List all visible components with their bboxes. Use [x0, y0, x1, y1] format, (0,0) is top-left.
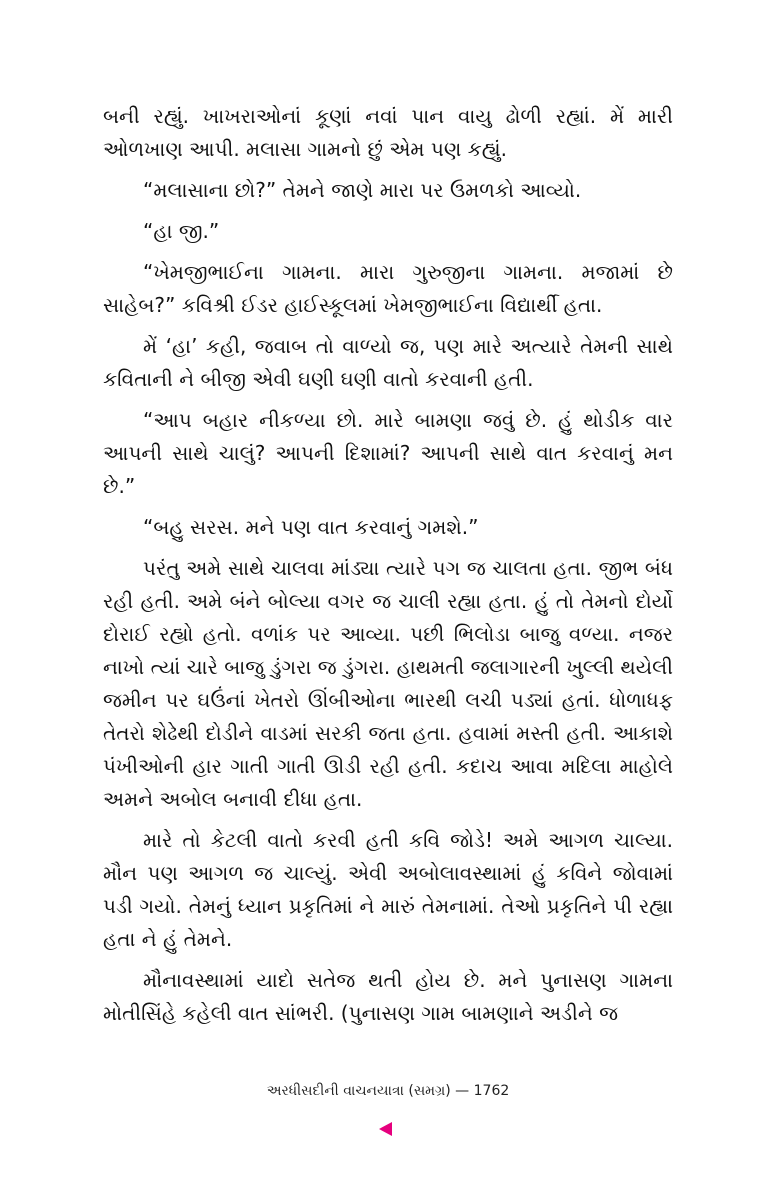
- paragraph-6: “આપ બહાર નીકળ્યા છો. મારે બામણા જવું છે. હું થોડીક વાર આપની સાથે ચાલું? આપની દિશામાં? આપની સાથે વાત કરવાનું મન છે.”: [103, 408, 673, 498]
- paragraph-8: પરંતુ અમે સાથે ચાલવા માંડ્યા ત્યારે પગ જ ચાલતા હતા. જીભ બંધ રહી હતી. અમે બંને બોલ્યા વગર જ ચાલી રહ્યા હતા. હું તો તેમનો દોર્યો દોરાઈ રહ્યો હતો. વળાંક પર આવ્યા. પછી ભિલોડા બાજુ વળ્યા. નજર નાખો ત્યાં ચારે બાજુ ડુંગરા જ ડુંગરા. હાથમતી જલાગારની ખુલ્લી થયેલી જમીન પર ઘઉંનાં ખેતરો ઊંબીઓના ભારથી લચી પડ્યાં હતાં. ધોળાધફ તેતરો શેઢેથી દોડીને વાડમાં સરકી જતા હતા. હવામાં મસ્તી હતી. આકાશે પંખીઓની હાર ગાતી ગાતી ઊડી રહી હતી. કદાચ આવા મદિલા માહોલે અમને અબોલ બનાવી દીધા હતા.: [103, 556, 673, 811]
- paragraph-1: બની રહ્યું. ખાખરાઓનાં કૂણાં નવાં પાન વાયુ ઢોળી રહ્યાં. મેં મારી ઓળખાણ આપી. મલાસા ગામનો છું એમ પણ કહ્યું.: [103, 104, 673, 161]
- paragraph-7: “બહુ સરસ. મને પણ વાત કરવાનું ગમશે.”: [143, 515, 479, 539]
- paragraph-10: મૌનાવસ્થામાં યાદો સતેજ થતી હોય છે. મને પુનાસણ ગામના મોતીસિંહે કહેલી વાત સાંભરી. (પુનાસણ ગામ બામણાને અડીને જ: [103, 968, 673, 1025]
- paragraph-4: “ખેમજીભાઈના ગામના. મારા ગુરુજીના ગામના. મજામાં છે સાહેબ?” કવિશ્રી ઈડર હાઈસ્કૂલમાં ખેમજીભાઈના વિદ્યાર્થી હતા.: [103, 260, 673, 317]
- page-footer: અરધીસદીની વાચનયાત્રા (સમગ્ર) — 1762: [266, 1083, 510, 1099]
- paragraph-3: “હા જી.”: [143, 219, 220, 243]
- paragraph-5: મેં ‘હા’ કહી, જવાબ તો વાળ્યો જ, પણ મારે અત્યારે તેમની સાથે કવિતાની ને બીજી એવી ઘણી ઘણી વાતો કરવાની હતી.: [103, 334, 673, 391]
- previous-page-arrow-icon[interactable]: [379, 1122, 392, 1136]
- paragraph-9: મારે તો કેટલી વાતો કરવી હતી કવિ જોડે! અમે આગળ ચાલ્યા. મૌન પણ આગળ જ ચાલ્યું. એવી અબોલાવસ્થામાં હું કવિને જોવામાં પડી ગયો. તેમનું ધ્યાન પ્રકૃતિમાં ને મારું તેમનામાં. તેઓ પ્રકૃતિને પી રહ્યા હતા ને હું તેમને.: [103, 828, 673, 951]
- paragraph-2: “મલાસાના છો?” તેમને જાણે મારા પર ઉમળકો આવ્યો.: [143, 178, 582, 202]
- page-body: [103, 100, 673, 1030]
